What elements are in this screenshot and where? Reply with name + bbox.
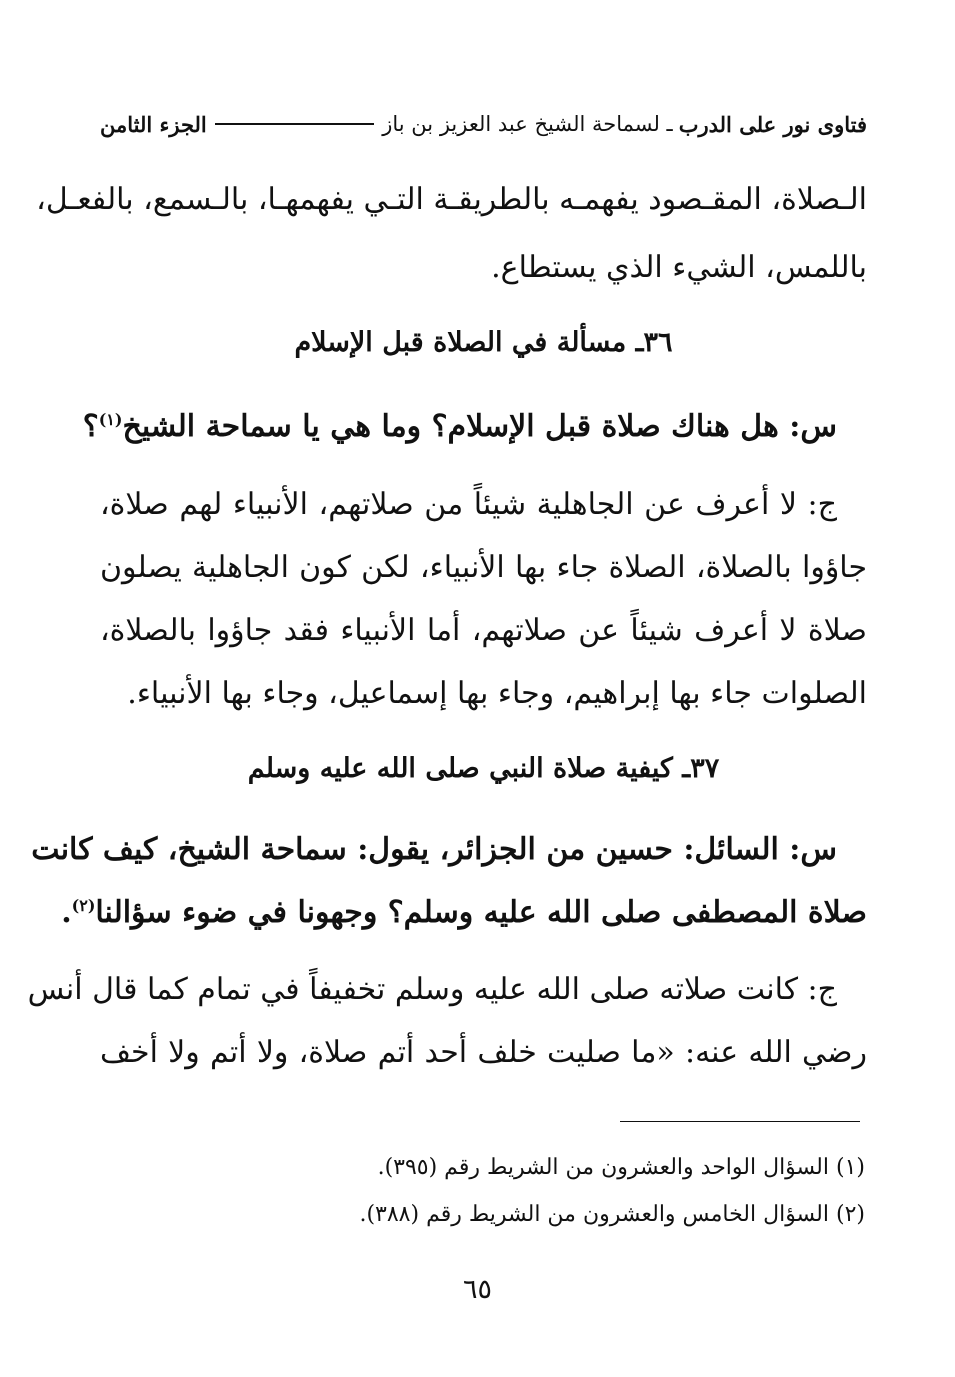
- page-number: ٦٥: [462, 1274, 492, 1305]
- author-name: ـ لسماحة الشيخ عبد العزيز بن باز: [382, 112, 673, 136]
- book-title: فتاوى نور على الدرب: [678, 111, 867, 137]
- question-text: صلاة المصطفى صلى الله عليه وسلم؟ وجهونا في ضوء سؤالنا: [95, 895, 867, 930]
- footnote-separator: [620, 1121, 860, 1122]
- section-heading-37: ٣٧ـ كيفية صلاة النبي صلى الله عليه وسلم: [247, 753, 720, 784]
- question-37-line2: [61, 883, 867, 943]
- answer-line: رضي الله عنه: «ما صليت خلف أحد أتم صلاة، ولا أتم ولا أخف: [100, 1035, 867, 1070]
- footnote-ref: (١): [98, 410, 123, 429]
- part-label: الجزء الثامن: [100, 111, 207, 137]
- answer-line: صلاة لا أعرف شيئاً عن صلاتهم، أما الأنبياء فقد جاؤوا بالصلاة،: [100, 613, 867, 648]
- answer-line: ج: كانت صلاته صلى الله عليه وسلم تخفيفاً في تمام كما قال أنس: [27, 972, 837, 1007]
- running-header: [100, 104, 867, 144]
- footnote: (٢) السؤال الخامس والعشرون من الشريط رقم (٣٨٨).: [359, 1202, 865, 1227]
- question-36: [82, 397, 837, 457]
- text-line: الـصلاة، المقـصود يفهمـه بالطريقـة التـي يفهمهـا، بالـسمع، بالفعـل،: [36, 182, 867, 217]
- question-mark: ؟: [82, 409, 99, 444]
- answer-line: الصلوات جاء بها إبراهيم، وجاء بها إسماعيل، وجاء بها الأنبياء.: [127, 676, 867, 711]
- question-37-line1: س: السائل: حسين من الجزائر، يقول: سماحة الشيخ، كيف كانت: [31, 832, 837, 867]
- section-heading-36: ٣٦ـ مسألة في الصلاة قبل الإسلام: [294, 327, 673, 358]
- answer-line: ج: لا أعرف عن الجاهلية شيئاً من صلاتهم، الأنبياء لهم صلاة،: [100, 487, 837, 522]
- answer-line: جاؤوا بالصلاة، الصلاة جاء بها الأنبياء، لكن كون الجاهلية يصلون: [100, 550, 867, 585]
- question-period: .: [61, 895, 72, 930]
- header-rule: [215, 123, 374, 125]
- footnote-ref: (٢): [71, 896, 96, 915]
- text-line: باللمس، الشيء الذي يستطاع.: [491, 250, 867, 285]
- question-text: س: هل هناك صلاة قبل الإسلام؟ وما هي يا سماحة الشيخ: [122, 409, 837, 444]
- footnote: (١) السؤال الواحد والعشرون من الشريط رقم (٣٩٥).: [377, 1155, 865, 1180]
